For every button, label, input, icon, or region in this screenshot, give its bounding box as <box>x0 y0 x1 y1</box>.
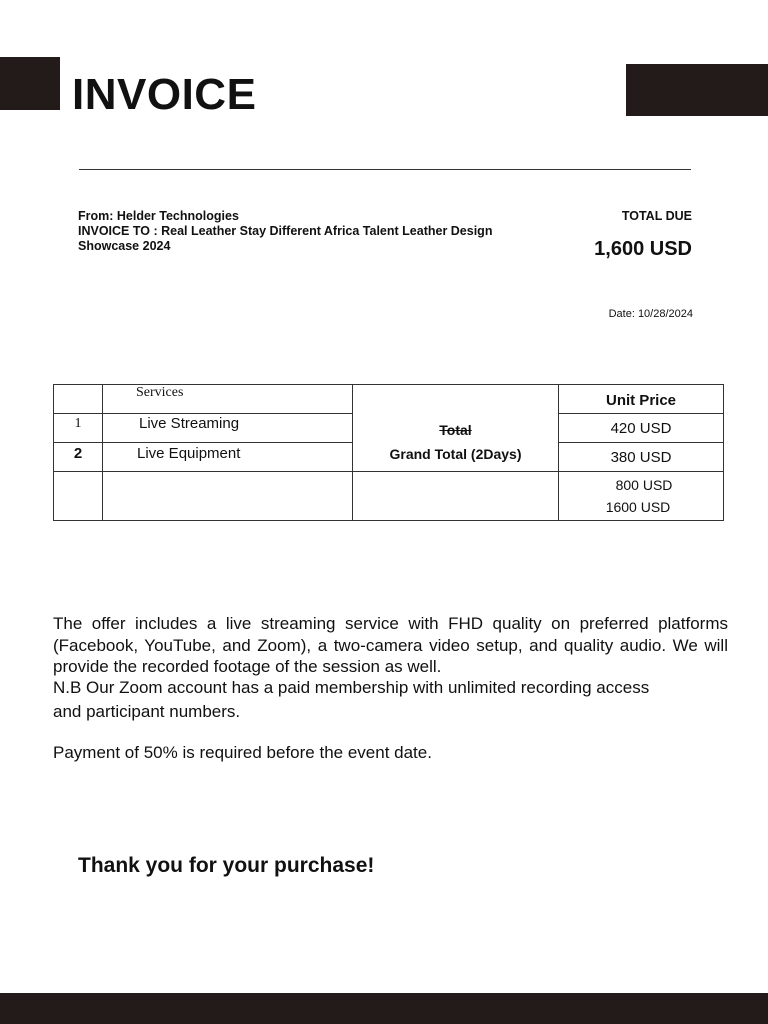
unit-price: 420 USD <box>610 419 672 437</box>
thank-you-message: Thank you for your purchase! <box>78 854 375 877</box>
totals-row <box>54 472 724 521</box>
header-decor-block-left <box>0 57 60 110</box>
total-label: Total <box>439 422 472 438</box>
nb-note-line-2: and participant numbers. <box>53 702 241 721</box>
total-value: 800 USD <box>615 477 673 493</box>
nb-note-line-1: N.B Our Zoom account has a paid membership with unlimited recording access <box>53 678 650 697</box>
divider <box>79 169 691 170</box>
table-cell <box>353 472 559 521</box>
table-cell <box>54 472 103 521</box>
from-line: From: Helder Technologies <box>78 209 239 223</box>
service-name: Live Equipment <box>137 445 241 462</box>
invoice-title: INVOICE <box>72 70 257 119</box>
row-number: 2 <box>73 445 83 462</box>
invoice-to-line: INVOICE TO : Real Leather Stay Different Africa Talent Leather Design Showcase 2024 <box>78 224 493 253</box>
table-cell <box>54 385 103 414</box>
services-header: Services <box>136 385 184 400</box>
grand-total-value: 1600 USD <box>605 499 671 515</box>
invoice-date: Date: 10/28/2024 <box>608 308 693 320</box>
unit-price-header: Unit Price <box>605 392 677 409</box>
offer-description: The offer includes a live streaming service with FHD quality on preferred platforms (Facebook, YouTube, and Zoom), a two-camera video setup, and quality audio. We will provide the recorded footage of the session as well. <box>53 614 728 676</box>
row-number: 1 <box>74 416 82 431</box>
unit-price: 380 USD <box>610 448 672 466</box>
footer-bar <box>0 993 768 1024</box>
totals-label-cell <box>353 385 559 472</box>
service-name: Live Streaming <box>139 415 240 432</box>
table-cell <box>103 472 353 521</box>
grand-total-label: Grand Total (2Days) <box>389 446 522 462</box>
services-table <box>53 384 724 521</box>
table-header-row <box>54 385 724 414</box>
header-decor-block-right <box>626 64 768 116</box>
payment-terms: Payment of 50% is required before the event date. <box>53 743 432 762</box>
total-due-amount: 1,600 USD <box>594 238 692 260</box>
total-due-label: TOTAL DUE <box>621 209 692 223</box>
